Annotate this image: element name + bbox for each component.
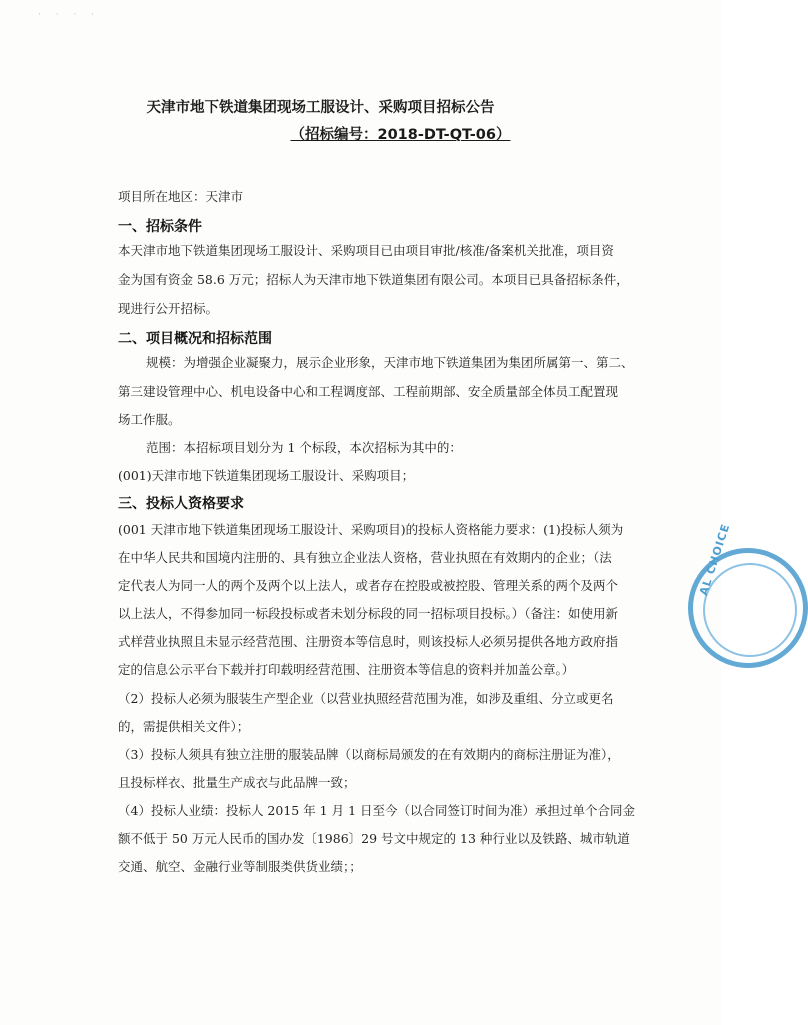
paragraph-line: 在中华人民共和国境内注册的、具有独立企业法人资格，营业执照在有效期内的企业；（法	[118, 550, 612, 565]
paragraph-line: （4）投标人业绩：投标人 2015 年 1 月 1 日至今（以合同签订时间为准）承担过单个合同金	[118, 803, 636, 818]
paragraph-line: 额不低于 50 万元人民币的国办发〔1986〕29 号文中规定的 13 种行业以及铁路、城市轨道	[118, 831, 630, 846]
paragraph-line: 金为国有资金 58.6 万元；招标人为天津市地下铁道集团有限公司。本项目已具备招标条件，	[118, 272, 629, 287]
paragraph-line: 式样营业执照且未显示经营范围、注册资本等信息时，则该投标人必须另提供各地方政府指	[118, 634, 619, 649]
paragraph-line: 场工作服。	[118, 412, 181, 427]
section-heading-bidding-conditions: 一、招标条件	[118, 219, 202, 235]
paragraph-line: 定代表人为同一人的两个及两个以上法人，或者存在控股或被控股、管理关系的两个及两个	[118, 578, 619, 593]
paragraph-line: （2）投标人必须为服装生产型企业（以营业执照经营范围为准，如涉及重组、分立或更名	[118, 691, 614, 706]
paragraph-line: 定的信息公示平台下载并打印载明经营范围、注册资本等信息的资料并加盖公章。）	[118, 662, 575, 677]
paragraph-line: 范围：本招标项目划分为 1 个标段，本次招标为其中的：	[146, 440, 462, 455]
paragraph-line: (001 天津市地下铁道集团现场工服设计、采购项目)的投标人资格能力要求：(1)投标人须为	[118, 522, 624, 537]
paragraph-line: 以上法人，不得参加同一标段投标或者未划分标段的同一招标项目投标。）（备注：如使用新	[118, 606, 619, 621]
paragraph-line: (001)天津市地下铁道集团现场工服设计、采购项目；	[118, 468, 415, 483]
project-location: 项目所在地区：天津市	[118, 189, 244, 204]
paragraph-line: 且投标样衣、批量生产成衣与此品牌一致；	[118, 775, 356, 790]
stamp-text: AL CHOICE	[697, 521, 733, 598]
company-stamp	[688, 521, 808, 668]
paragraph-line: 交通、航空、金融行业等制服类供货业绩；；	[118, 859, 362, 874]
section-heading-bidder-qualifications: 三、投标人资格要求	[118, 496, 244, 512]
paragraph-line: 现进行公开招标。	[118, 301, 219, 316]
section-heading-project-overview: 二、项目概况和招标范围	[118, 331, 272, 347]
paragraph-line: 本天津市地下铁道集团现场工服设计、采购项目已由项目审批/核准/备案机关批准，项目资	[118, 243, 614, 258]
tender-number: （招标编号：2018-DT-QT-06）	[290, 127, 511, 143]
document-title: 天津市地下铁道集团现场工服设计、采购项目招标公告	[146, 100, 495, 116]
stamp-inner-ring	[703, 563, 797, 657]
paragraph-line: 规模：为增强企业凝聚力，展示企业形象，天津市地下铁道集团为集团所属第一、第二、	[146, 355, 634, 370]
paragraph-line: 第三建设管理中心、机电设备中心和工程调度部、工程前期部、安全质量部全体员工配置现	[118, 384, 619, 399]
scan-corner-mark: · · · ·	[38, 10, 101, 20]
paragraph-line: 的，需提供相关文件）；	[118, 719, 250, 734]
paragraph-line: （3）投标人须具有独立注册的服装品牌（以商标局颁发的在有效期内的商标注册证为准），	[118, 747, 620, 762]
